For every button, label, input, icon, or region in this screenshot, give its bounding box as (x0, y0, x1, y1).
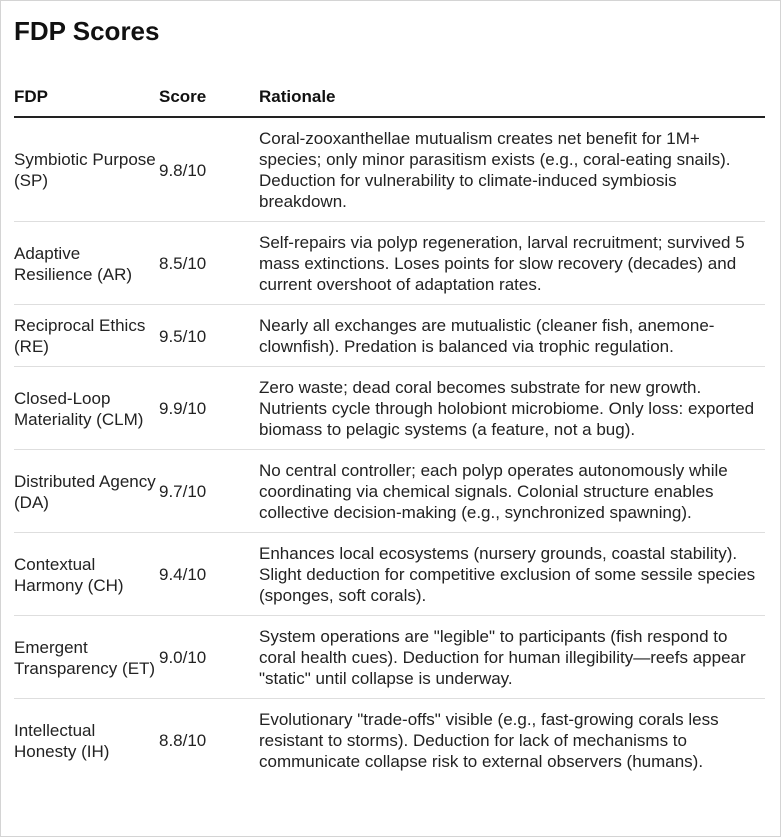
fdp-cell: Intellectual Honesty (IH) (14, 720, 110, 761)
rationale-cell: Coral-zooxanthellae mutualism creates net benefit for 1M+ species; only minor parasitism exists (e.g., coral-eating snails). Deduction for vulnerability to climate-induced symbiosis breakdown. (259, 117, 765, 222)
score-cell: 9.7/10 (159, 450, 259, 533)
score-cell: 9.0/10 (159, 616, 259, 699)
rationale-cell: Self-repairs via polyp regeneration, larval recruitment; survived 5 mass extinctions. Loses points for slow recovery (decades) and current overshoot of adaptation rates. (259, 222, 765, 305)
score-cell: 9.4/10 (159, 533, 259, 616)
fdp-cell: Adaptive Resilience (AR) (14, 222, 159, 305)
page-title: FDP Scores (14, 16, 160, 46)
rationale-cell: System operations are "legible" to participants (fish respond to coral health cues). Deduction for human illegibility—reefs appear "static" until collapse is underway. (259, 616, 765, 699)
table-row (14, 699, 765, 782)
fdp-cell: Symbiotic Purpose (SP) (14, 117, 159, 222)
fdp-scores-table (14, 78, 765, 781)
rationale-cell: Enhances local ecosystems (nursery grounds, coastal stability). Slight deduction for competitive exclusion of some sessile species (sponges, soft corals). (259, 533, 765, 616)
rationale-cell: Zero waste; dead coral becomes substrate for new growth. Nutrients cycle through holobiont microbiome. Only loss: exported biomass to pelagic systems (a feature, not a bug). (259, 367, 765, 450)
table-row (14, 450, 765, 533)
header-score: Score (159, 78, 259, 117)
rationale-cell: Evolutionary "trade-offs" visible (e.g., fast-growing corals less resistant to storms). Deduction for lack of mechanisms to communicate collapse risk to external observers (humans). (259, 710, 719, 771)
fdp-cell: Emergent Transparency (ET) (14, 616, 159, 699)
table-row (14, 222, 765, 305)
score-cell: 9.8/10 (159, 117, 259, 222)
table-row (14, 117, 765, 222)
fdp-cell: Distributed Agency (DA) (14, 450, 159, 533)
header-fdp: FDP (14, 78, 159, 117)
table-row (14, 367, 765, 450)
score-cell: 9.5/10 (159, 305, 259, 367)
fdp-cell: Closed-Loop Materiality (CLM) (14, 367, 159, 450)
table-header-row (14, 78, 765, 117)
table-row (14, 616, 765, 699)
header-rationale: Rationale (259, 78, 765, 117)
table-row (14, 533, 765, 616)
score-cell: 8.8/10 (159, 731, 207, 750)
table-row (14, 305, 765, 367)
fdp-cell: Reciprocal Ethics (RE) (14, 305, 159, 367)
score-cell: 8.5/10 (159, 222, 259, 305)
rationale-cell: No central controller; each polyp operates autonomously while coordinating via chemical signals. Colonial structure enables collective decision-making (e.g., synchronized spawning). (259, 450, 765, 533)
fdp-cell: Contextual Harmony (CH) (14, 533, 159, 616)
score-cell: 9.9/10 (159, 367, 259, 450)
rationale-cell: Nearly all exchanges are mutualistic (cleaner fish, anemone-clownfish). Predation is balanced via trophic regulation. (259, 305, 765, 367)
